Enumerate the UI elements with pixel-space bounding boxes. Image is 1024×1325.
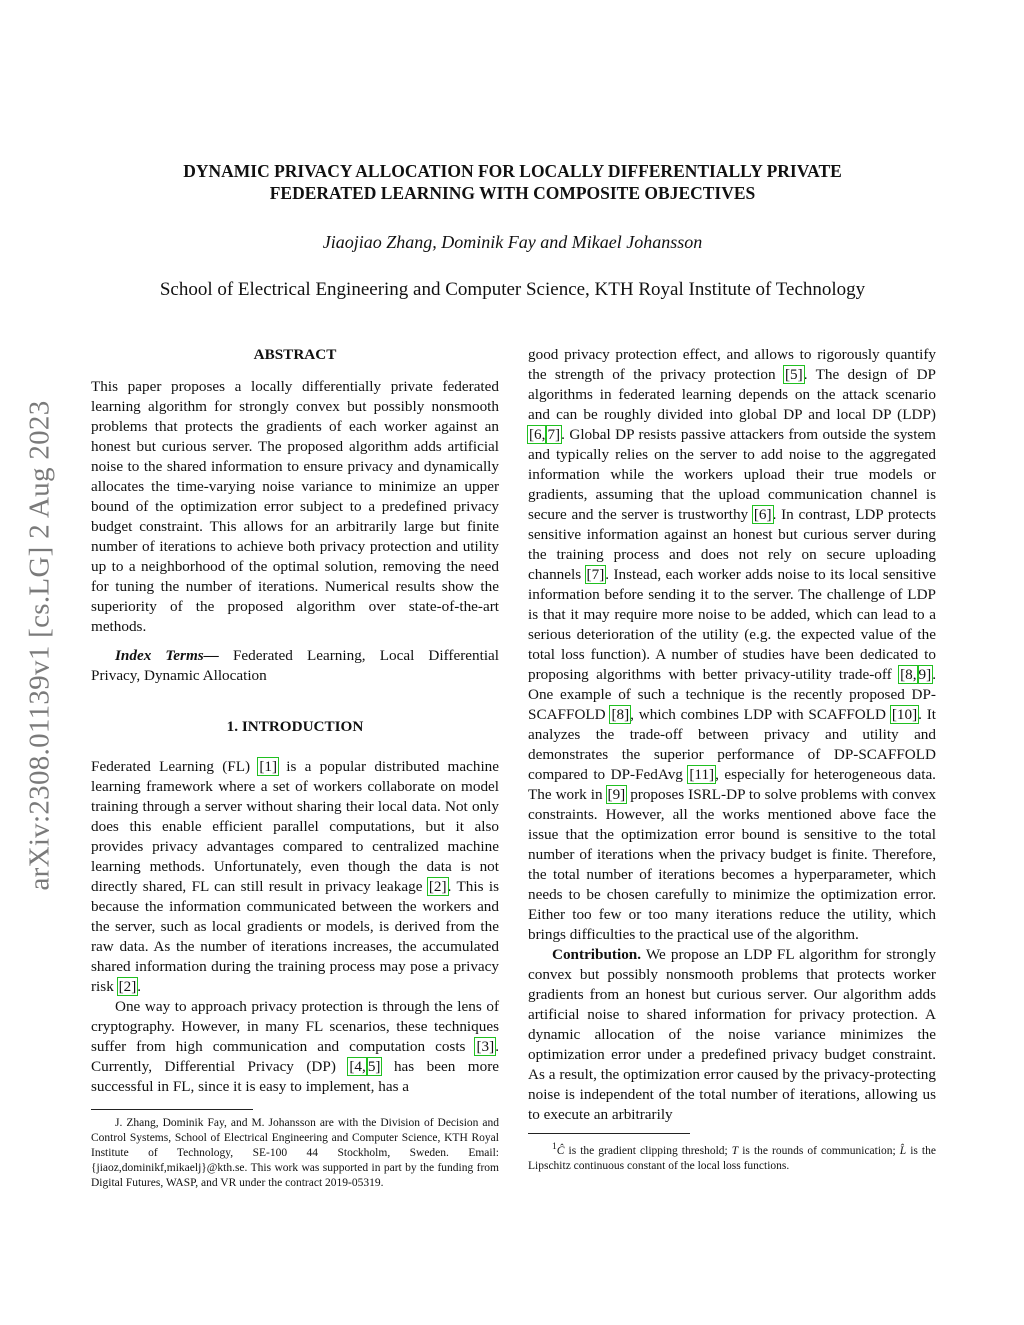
contribution-paragraph: Contribution. We propose an LDP FL algorithm for strongly convex but possibly nonsmooth problems that protects worker gradients from an honest but curious server. Our algorithm adds artificial noise to shared information for privacy protection. A dynamic allocation of the noise variance minimizes the optimization error under a predefined privacy budget constraint. As a result, the optimization error caused by the privacy-protecting noise is independent of the total number of iterations, allowing us to execute an arbitrarily [528, 946, 936, 1123]
citation-link[interactable]: [8, [900, 666, 917, 683]
citation-link[interactable]: [2] [428, 878, 447, 895]
left-column [91, 345, 499, 1191]
citation-link[interactable]: [8] [611, 706, 630, 723]
citation-link[interactable]: [6] [753, 506, 772, 523]
arxiv-margin [0, 350, 80, 940]
right-column [528, 345, 936, 1174]
intro-heading: 1. INTRODUCTION [226, 718, 364, 735]
citation-link[interactable]: [2] [118, 978, 137, 995]
authors: Jiaojiao Zhang, Dominik Fay and Mikael Johansson [322, 232, 703, 252]
footnote-rule [528, 1133, 690, 1134]
paper-title [90, 160, 935, 204]
citation-link[interactable]: [3] [476, 1038, 495, 1055]
footnote-symbols: $^1$Ĉ is the gradient clipping threshold; T is the rounds of communication; L̂ is the Lipschitz continuous constant of the local loss functions. [528, 1141, 936, 1172]
abstract-heading: ABSTRACT [253, 346, 337, 363]
citation-link[interactable]: [1] [259, 758, 278, 775]
footnote-rule [91, 1109, 253, 1110]
citation-link[interactable]: 5] [367, 1058, 381, 1075]
citation-link[interactable]: [6, [529, 426, 546, 443]
index-terms-label: Index Terms— [115, 647, 219, 664]
index-terms [91, 646, 499, 686]
intro-paragraph-3: good privacy protection effect, and allows to rigorously quantify the strength of the privacy protection [5]. The design of DP algorithms in federated learning depends on the attack scenario and can be roughly divided into global DP and local DP (LDP) [6, 7]. Global DP resists passive attackers from outside the system and typically relies on the server to add noise to the aggregated information while the workers upload their true models or gradients, assuming that the upload communication channel is secure and the server is trustworthy [6]. In contrast, LDP protects sensitive information against an honest but curious server during the training process and does not rely on secure uploading channels [7]. Instead, each worker adds noise to its local sensitive information before sending it to the server. The challenge of LDP is that it may require more noise to be added, which can lead to a serious deterioration of the utility (e.g. the expected value of the total loss function). A number of studies have been dedicated to proposing algorithms with better privacy-utility trade-off [8, 9]. One example of such a technique is the recently proposed DP-SCAFFOLD [8], which combines LDP with SCAFFOLD [10]. It analyzes the trade-off between privacy and utility and demonstrates the superior performance of DP-SCAFFOLD compared to DP-FedAvg [11], especially for heterogeneous data. The work in [9] proposes ISRL-DP to solve problems with convex constraints. However, all the works mentioned above face the issue that the optimization error bound is sensitive to the total number of iterations when the privacy budget is finite. Therefore, the total number of iterations becomes a hyperparameter, which needs to be chosen carefully to minimize the optimization error. Either too few or too many iterations reduce the utility, which brings difficulties to the practical use of the algorithm. [528, 346, 937, 943]
intro-paragraph-1: Federated Learning (FL) [1] is a popular distributed machine learning framework where a set of workers collaborate on model training through a server without sharing their local data. Not only does this enable efficient parallel computations, but it also provides privacy advantages compared to centralized machine learning methods. Unfortunately, even though the data is not directly shared, FL can still result in privacy leakage [2]. This is because the information communicated between the workers and the server, such as local gradients or models, is derived from the raw data. As the number of iterations increases, the accumulated shared information during the training process may pose a privacy risk [2]. [91, 758, 499, 995]
citation-link[interactable]: [4, [349, 1058, 366, 1075]
citation-link[interactable]: 9] [918, 666, 932, 683]
citation-link[interactable]: [9] [607, 786, 626, 803]
intro-paragraph-2: One way to approach privacy protection is through the lens of cryptography. However, in many FL scenarios, these techniques suffer from high communication and computation costs [3]. Currently, Differential Privacy (DP) [4, 5] has been more successful in FL, since it is easy to implement, has a [91, 998, 500, 1095]
contribution-label: Contribution. [552, 946, 642, 963]
abstract-text: This paper proposes a locally differentially private federated learning algorithm for strongly convex but possibly nonsmooth problems that protects the gradients of each worker against an honest but curious server. The proposed algorithm adds artificial noise to the shared information to ensure privacy and dynamically allocates the time-varying noise variance to minimize an upper bound of the optimization error subject to a predefined privacy budget constraint. This allows for an arbitrarily large but finite number of iterations to achieve both privacy protection and utility up to a neighborhood of the optimal solution, removing the need for tuning the number of iterations. Numerical results show the superiority of the proposed algorithm over state-of-the-art methods. [91, 378, 499, 635]
arxiv-identifier: arXiv:2308.01139v1 [cs.LG] 2 Aug 2023 [23, 399, 56, 891]
citation-link[interactable]: 7] [547, 426, 561, 443]
title-line-2: FEDERATED LEARNING WITH COMPOSITE OBJECTIVES [269, 183, 756, 203]
citation-link[interactable]: [11] [689, 766, 715, 783]
title-line-1: DYNAMIC PRIVACY ALLOCATION FOR LOCALLY DIFFERENTIALLY PRIVATE [183, 161, 842, 181]
citation-link[interactable]: [7] [586, 566, 605, 583]
affiliation: School of Electrical Engineering and Computer Science, KTH Royal Institute of Technology [159, 279, 866, 300]
citation-link[interactable]: [10] [891, 706, 918, 723]
index-terms-text: Federated Learning, Local Differential Privacy, Dynamic Allocation [91, 647, 499, 684]
footnote-affiliation: J. Zhang, Dominik Fay, and M. Johansson are with the Division of Decision and Control Systems, School of Electrical Engineering and Computer Science, KTH Royal Institute of Technology, SE-100 44 Stockholm, Sweden. Email: {jiaoz,dominikf,mikaelj}@kth.se. This work was supported in part by the funding from Digital Futures, WASP, and VR under the contract 2019-05319. [91, 1117, 499, 1189]
citation-link[interactable]: [5] [784, 366, 803, 383]
